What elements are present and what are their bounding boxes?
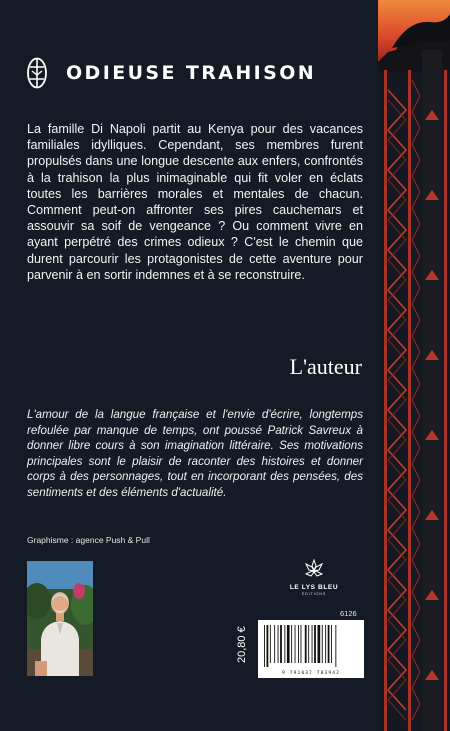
publisher-name: LE LYS BLEU [289,584,339,591]
barcode [258,620,364,678]
synopsis-text: La famille Di Napoli partit au Kenya pour des vacances familiales idylliques. Cependant, ses membres furent propulsés dans une longue descente aux enfers, confrontés à la trahison la plus inimaginable qui fit voler en éclats toutes les barrières morales et mentales de chacun. Comment peut-on affronter ses pires cauchemars et assouvir sa soif de vengeance ? Ou comment vivre en ayant perpétré des crimes odieux ? C'est le chemin que durent parcourir les protagonistes de cette aventure pour parvenir à en sortir indemnes et à se reconstruire. [27,122,363,282]
price: 20,80 € [236,626,248,663]
author-bio: L'amour de la langue française et l'envie d'écrire, longtemps refoulée par manque de temps, ont poussé Patrick Savreux à donner libre cours à son imagination littéraire. Ses motivations principales sont le plaisir de raconter des histoires et donner corps à des personnages, tout en incorporant des pensées, des sentiments et des éléments d'actualité. [27,408,363,499]
tribal-pattern-band [378,0,450,731]
author-heading: L'auteur [289,354,362,379]
isbn-number: 9 791037 783942 [282,671,340,676]
barcode-bars [258,620,364,670]
publisher-logo [268,558,360,606]
lotus-icon [303,558,325,580]
design-credit: Graphisme : agence Push & Pull [27,535,150,545]
book-title: ODIEUSE TRAHISON [66,62,317,84]
publisher-subtitle: ÉDITIONS [301,592,327,596]
product-code: 6126 [340,609,357,618]
title-row [26,57,316,89]
author-photo [27,561,93,676]
tribal-shield-icon [26,57,48,89]
